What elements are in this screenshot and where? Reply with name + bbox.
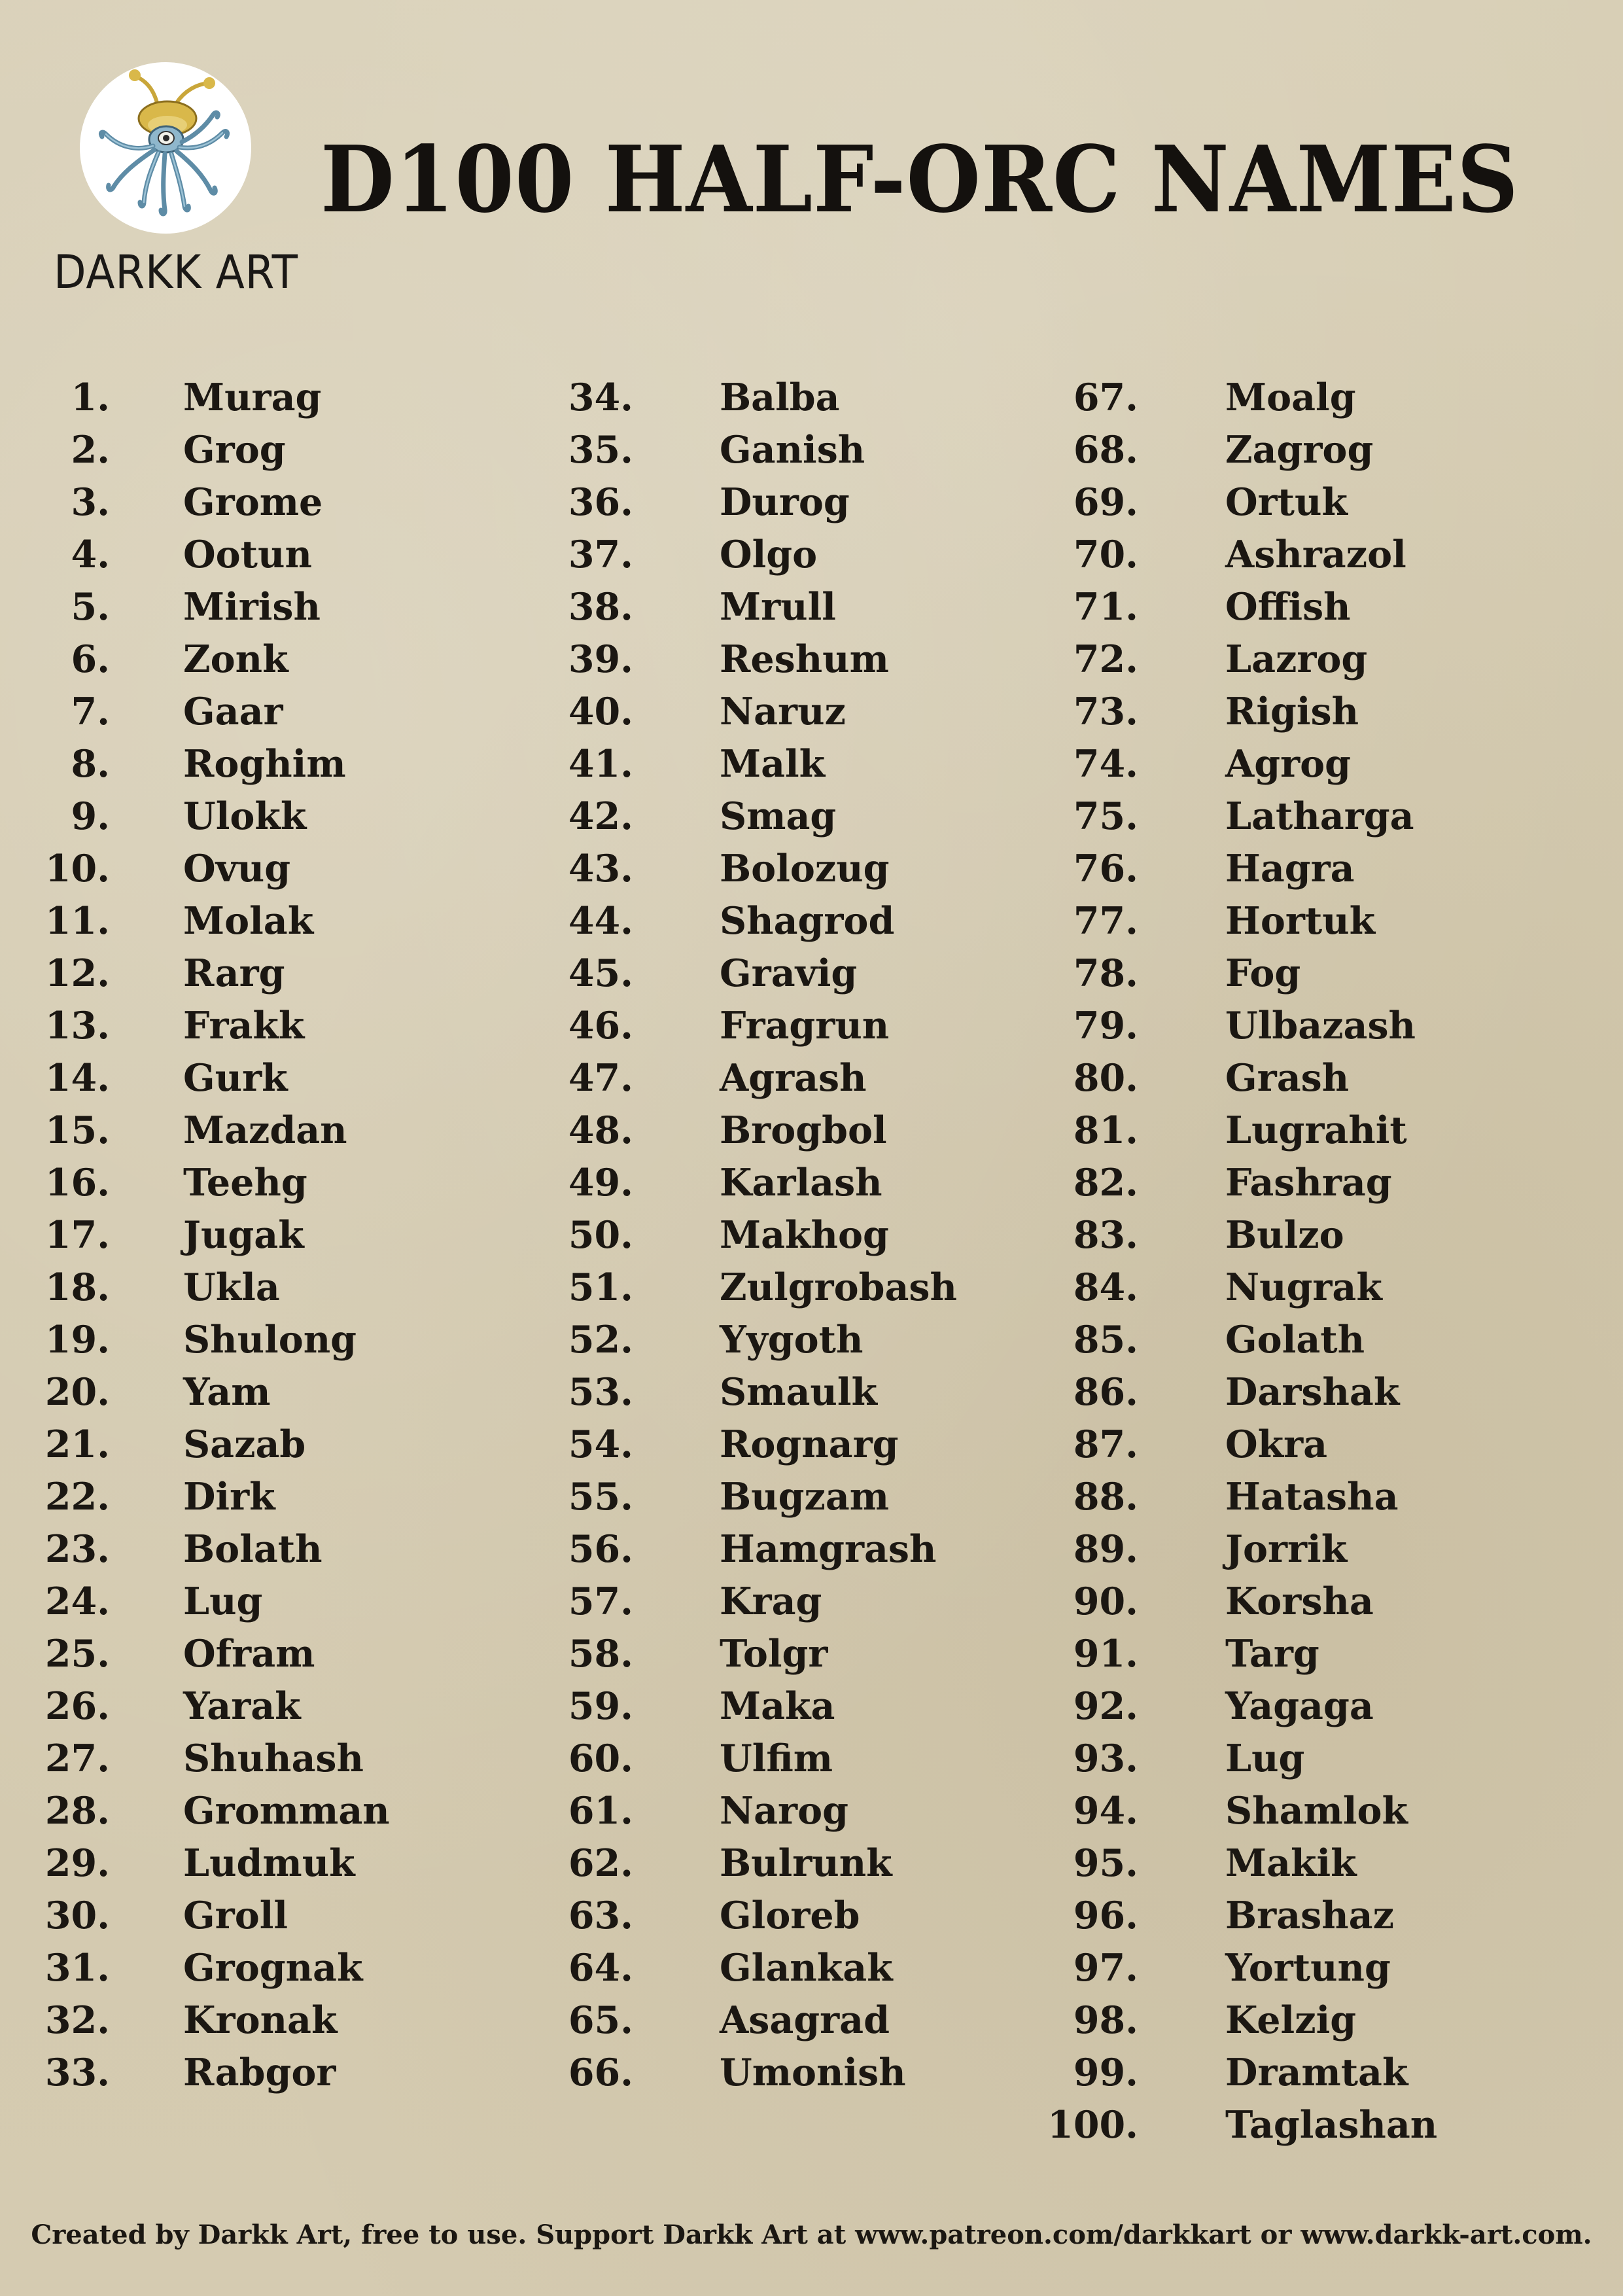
entry-number: 5. xyxy=(71,585,110,629)
entry-number: 50. xyxy=(568,1213,633,1257)
entry-name: Zonk xyxy=(183,637,288,681)
entry-number: 62. xyxy=(568,1841,633,1885)
entry-number: 70. xyxy=(1073,533,1138,576)
entry-name: Fog xyxy=(1225,951,1301,995)
entry-name: Naruz xyxy=(720,690,846,733)
entry-number: 84. xyxy=(1073,1265,1138,1309)
entry-number: 21. xyxy=(44,1422,110,1466)
entry-name: Yygoth xyxy=(720,1318,864,1362)
entry-number: 46. xyxy=(568,1004,633,1048)
entry-name: Molak xyxy=(183,899,314,943)
entry-name: Makhog xyxy=(720,1213,889,1257)
entry-number: 75. xyxy=(1073,794,1138,838)
entry-number: 97. xyxy=(1073,1946,1138,1990)
entry-name: Ulbazash xyxy=(1225,1004,1416,1048)
entry-number: 36. xyxy=(568,480,633,524)
entry-name: Smaulk xyxy=(720,1370,877,1414)
entry-number: 79. xyxy=(1073,1004,1138,1048)
entry-name: Grog xyxy=(183,428,286,472)
entry-number: 73. xyxy=(1073,690,1138,733)
entry-number: 81. xyxy=(1073,1108,1138,1152)
entry-name: Bolozug xyxy=(720,847,890,891)
entry-number: 56. xyxy=(568,1527,633,1571)
entry-number: 6. xyxy=(71,637,110,681)
entry-name: Brogbol xyxy=(720,1108,887,1152)
entry-name: Yortung xyxy=(1225,1946,1391,1990)
entry-name: Maka xyxy=(720,1684,835,1728)
entry-name: Roghim xyxy=(183,742,346,786)
entry-name: Lazrog xyxy=(1225,637,1368,681)
entry-number: 44. xyxy=(568,899,633,943)
entry-number: 60. xyxy=(568,1737,633,1780)
entry-number: 80. xyxy=(1073,1056,1138,1100)
entry-name: Bolath xyxy=(183,1527,323,1571)
entry-number: 87. xyxy=(1073,1422,1138,1466)
entry-name: Ganish xyxy=(720,428,865,472)
entry-name: Sazab xyxy=(183,1422,306,1466)
entry-name: Bugzam xyxy=(720,1475,890,1519)
entry-number: 98. xyxy=(1073,1998,1138,2042)
entry-name: Golath xyxy=(1225,1318,1365,1362)
entry-name: Gravig xyxy=(720,951,858,995)
entry-name: Okra xyxy=(1225,1422,1328,1466)
entry-number: 78. xyxy=(1073,951,1138,995)
entry-number: 42. xyxy=(568,794,633,838)
entry-name: Groll xyxy=(183,1894,288,1937)
entry-name: Smag xyxy=(720,794,837,838)
entry-name: Ulokk xyxy=(183,794,307,838)
entry-number: 41. xyxy=(568,742,633,786)
entry-number: 57. xyxy=(568,1580,633,1623)
entry-number: 39. xyxy=(568,637,633,681)
entry-name: Fashrag xyxy=(1225,1161,1392,1205)
entry-name: Shamlok xyxy=(1225,1789,1408,1833)
entry-number: 3. xyxy=(71,480,110,524)
entry-name: Ortuk xyxy=(1225,480,1348,524)
octopus-eye-creature-icon xyxy=(80,62,251,234)
logo-badge xyxy=(80,62,251,234)
entry-number: 13. xyxy=(44,1004,110,1048)
entry-number: 1. xyxy=(71,376,110,419)
entry-number: 19. xyxy=(44,1318,110,1362)
entry-number: 83. xyxy=(1073,1213,1138,1257)
entry-number: 33. xyxy=(44,2051,110,2094)
entry-number: 55. xyxy=(568,1475,633,1519)
entry-number: 17. xyxy=(44,1213,110,1257)
entry-number: 67. xyxy=(1073,376,1138,419)
entry-number: 51. xyxy=(568,1265,633,1309)
entry-number: 49. xyxy=(568,1161,633,1205)
entry-number: 38. xyxy=(568,585,633,629)
entry-name: Murag xyxy=(183,376,322,419)
entry-name: Zulgrobash xyxy=(720,1265,957,1309)
entry-number: 53. xyxy=(568,1370,633,1414)
entry-number: 48. xyxy=(568,1108,633,1152)
entry-number: 52. xyxy=(568,1318,633,1362)
entry-number: 32. xyxy=(44,1998,110,2042)
entry-name: Karlash xyxy=(720,1161,882,1205)
entry-number: 30. xyxy=(44,1894,110,1937)
entry-name: Ulfim xyxy=(720,1737,833,1780)
entry-number: 47. xyxy=(568,1056,633,1100)
entry-number: 90. xyxy=(1073,1580,1138,1623)
entry-name: Yarak xyxy=(183,1684,301,1728)
entry-name: Ashrazol xyxy=(1225,533,1406,576)
entry-number: 94. xyxy=(1073,1789,1138,1833)
entry-number: 34. xyxy=(568,376,633,419)
entry-name: Zagrog xyxy=(1225,428,1374,472)
entry-number: 16. xyxy=(44,1161,110,1205)
entry-number: 86. xyxy=(1073,1370,1138,1414)
entry-name: Dirk xyxy=(183,1475,275,1519)
entry-name: Rigish xyxy=(1225,690,1359,733)
entry-number: 24. xyxy=(44,1580,110,1623)
entry-number: 66. xyxy=(568,2051,633,2094)
entry-name: Ootun xyxy=(183,533,312,576)
entry-number: 65. xyxy=(568,1998,633,2042)
entry-number: 25. xyxy=(44,1632,110,1676)
entry-name: Jugak xyxy=(183,1213,304,1257)
entry-name: Teehg xyxy=(183,1161,307,1205)
entry-name: Bulrunk xyxy=(720,1841,892,1885)
entry-number: 88. xyxy=(1073,1475,1138,1519)
entry-name: Taglashan xyxy=(1225,2103,1438,2147)
entry-number: 27. xyxy=(44,1737,110,1780)
entry-name: Olgo xyxy=(720,533,818,576)
entry-number: 96. xyxy=(1073,1894,1138,1937)
entry-number: 69. xyxy=(1073,480,1138,524)
entry-number: 100. xyxy=(1047,2103,1138,2147)
entry-name: Latharga xyxy=(1225,794,1414,838)
entry-number: 40. xyxy=(568,690,633,733)
entry-name: Umonish xyxy=(720,2051,906,2094)
entry-name: Gurk xyxy=(183,1056,288,1100)
footer-credit: Created by Darkk Art, free to use. Support Darkk Art at www.patreon.com/darkkart or www.darkk-art.com. xyxy=(31,2219,1592,2250)
entry-name: Rognarg xyxy=(720,1422,899,1466)
entry-number: 64. xyxy=(568,1946,633,1990)
entry-name: Krag xyxy=(720,1580,822,1623)
entry-name: Ofram xyxy=(183,1632,315,1676)
entry-number: 99. xyxy=(1073,2051,1138,2094)
entry-name: Yam xyxy=(183,1370,271,1414)
entry-number: 61. xyxy=(568,1789,633,1833)
entry-name: Gloreb xyxy=(720,1894,860,1937)
entry-name: Ludmuk xyxy=(183,1841,355,1885)
entry-number: 2. xyxy=(71,428,110,472)
entry-number: 37. xyxy=(568,533,633,576)
entry-name: Grognak xyxy=(183,1946,363,1990)
entry-name: Glankak xyxy=(720,1946,893,1990)
entry-number: 93. xyxy=(1073,1737,1138,1780)
entry-name: Reshum xyxy=(720,637,889,681)
entry-number: 35. xyxy=(568,428,633,472)
entry-number: 59. xyxy=(568,1684,633,1728)
entry-number: 23. xyxy=(44,1527,110,1571)
entry-name: Ovug xyxy=(183,847,291,891)
entry-name: Balba xyxy=(720,376,840,419)
entry-name: Offish xyxy=(1225,585,1351,629)
entry-name: Hamgrash xyxy=(720,1527,937,1571)
entry-name: Lug xyxy=(183,1580,263,1623)
entry-name: Narog xyxy=(720,1789,848,1833)
entry-name: Kronak xyxy=(183,1998,338,2042)
entry-name: Mrull xyxy=(720,585,836,629)
entry-name: Tolgr xyxy=(720,1632,828,1676)
entry-name: Shagrod xyxy=(720,899,895,943)
entry-name: Bulzo xyxy=(1225,1213,1344,1257)
entry-name: Agrash xyxy=(720,1056,867,1100)
entry-name: Darshak xyxy=(1225,1370,1400,1414)
entry-number: 26. xyxy=(44,1684,110,1728)
entry-name: Moalg xyxy=(1225,376,1356,419)
page-title: D100 HALF-ORC NAMES xyxy=(321,126,1519,234)
entry-number: 89. xyxy=(1073,1527,1138,1571)
entry-number: 7. xyxy=(71,690,110,733)
entry-number: 77. xyxy=(1073,899,1138,943)
entry-number: 72. xyxy=(1073,637,1138,681)
entry-number: 85. xyxy=(1073,1318,1138,1362)
entry-number: 82. xyxy=(1073,1161,1138,1205)
entry-name: Brashaz xyxy=(1225,1894,1394,1937)
entry-number: 68. xyxy=(1073,428,1138,472)
entry-number: 12. xyxy=(44,951,110,995)
entry-name: Nugrak xyxy=(1225,1265,1382,1309)
entry-number: 15. xyxy=(44,1108,110,1152)
entry-name: Shuhash xyxy=(183,1737,364,1780)
entry-number: 18. xyxy=(44,1265,110,1309)
entry-name: Fragrun xyxy=(720,1004,890,1048)
entry-name: Frakk xyxy=(183,1004,305,1048)
entry-number: 71. xyxy=(1073,585,1138,629)
entry-number: 4. xyxy=(71,533,110,576)
entry-number: 74. xyxy=(1073,742,1138,786)
entry-name: Mazdan xyxy=(183,1108,347,1152)
entry-name: Durog xyxy=(720,480,850,524)
logo-wordmark: DARKK ART xyxy=(54,245,298,299)
entry-name: Mirish xyxy=(183,585,321,629)
brand-logo xyxy=(46,62,298,308)
entry-number: 91. xyxy=(1073,1632,1138,1676)
entry-name: Gaar xyxy=(183,690,283,733)
entry-name: Lugrahit xyxy=(1225,1108,1407,1152)
entry-name: Kelzig xyxy=(1225,1998,1357,2042)
entry-name: Lug xyxy=(1225,1737,1305,1780)
entry-name: Rabgor xyxy=(183,2051,336,2094)
entry-name: Grash xyxy=(1225,1056,1350,1100)
entry-name: Shulong xyxy=(183,1318,357,1362)
entry-number: 76. xyxy=(1073,847,1138,891)
entry-number: 31. xyxy=(44,1946,110,1990)
entry-number: 43. xyxy=(568,847,633,891)
entry-number: 28. xyxy=(44,1789,110,1833)
entry-name: Gromman xyxy=(183,1789,390,1833)
entry-number: 29. xyxy=(44,1841,110,1885)
entry-number: 10. xyxy=(44,847,110,891)
entry-name: Grome xyxy=(183,480,323,524)
entry-name: Korsha xyxy=(1225,1580,1374,1623)
entry-name: Makik xyxy=(1225,1841,1357,1885)
entry-number: 95. xyxy=(1073,1841,1138,1885)
entry-number: 11. xyxy=(44,899,110,943)
entry-number: 92. xyxy=(1073,1684,1138,1728)
entry-number: 8. xyxy=(71,742,110,786)
entry-number: 45. xyxy=(568,951,633,995)
entry-name: Malk xyxy=(720,742,826,786)
entry-number: 9. xyxy=(71,794,110,838)
entry-name: Rarg xyxy=(183,951,285,995)
entry-name: Hagra xyxy=(1225,847,1355,891)
entry-name: Dramtak xyxy=(1225,2051,1408,2094)
entry-name: Agrog xyxy=(1225,742,1351,786)
entry-name: Targ xyxy=(1225,1632,1319,1676)
entry-name: Yagaga xyxy=(1225,1684,1374,1728)
entry-name: Hatasha xyxy=(1225,1475,1399,1519)
entry-number: 22. xyxy=(44,1475,110,1519)
entry-name: Hortuk xyxy=(1225,899,1376,943)
entry-name: Asagrad xyxy=(720,1998,890,2042)
entry-number: 63. xyxy=(568,1894,633,1937)
entry-name: Ukla xyxy=(183,1265,280,1309)
entry-number: 14. xyxy=(44,1056,110,1100)
entry-number: 54. xyxy=(568,1422,633,1466)
entry-name: Jorrik xyxy=(1225,1527,1348,1571)
entry-number: 58. xyxy=(568,1632,633,1676)
entry-number: 20. xyxy=(44,1370,110,1414)
